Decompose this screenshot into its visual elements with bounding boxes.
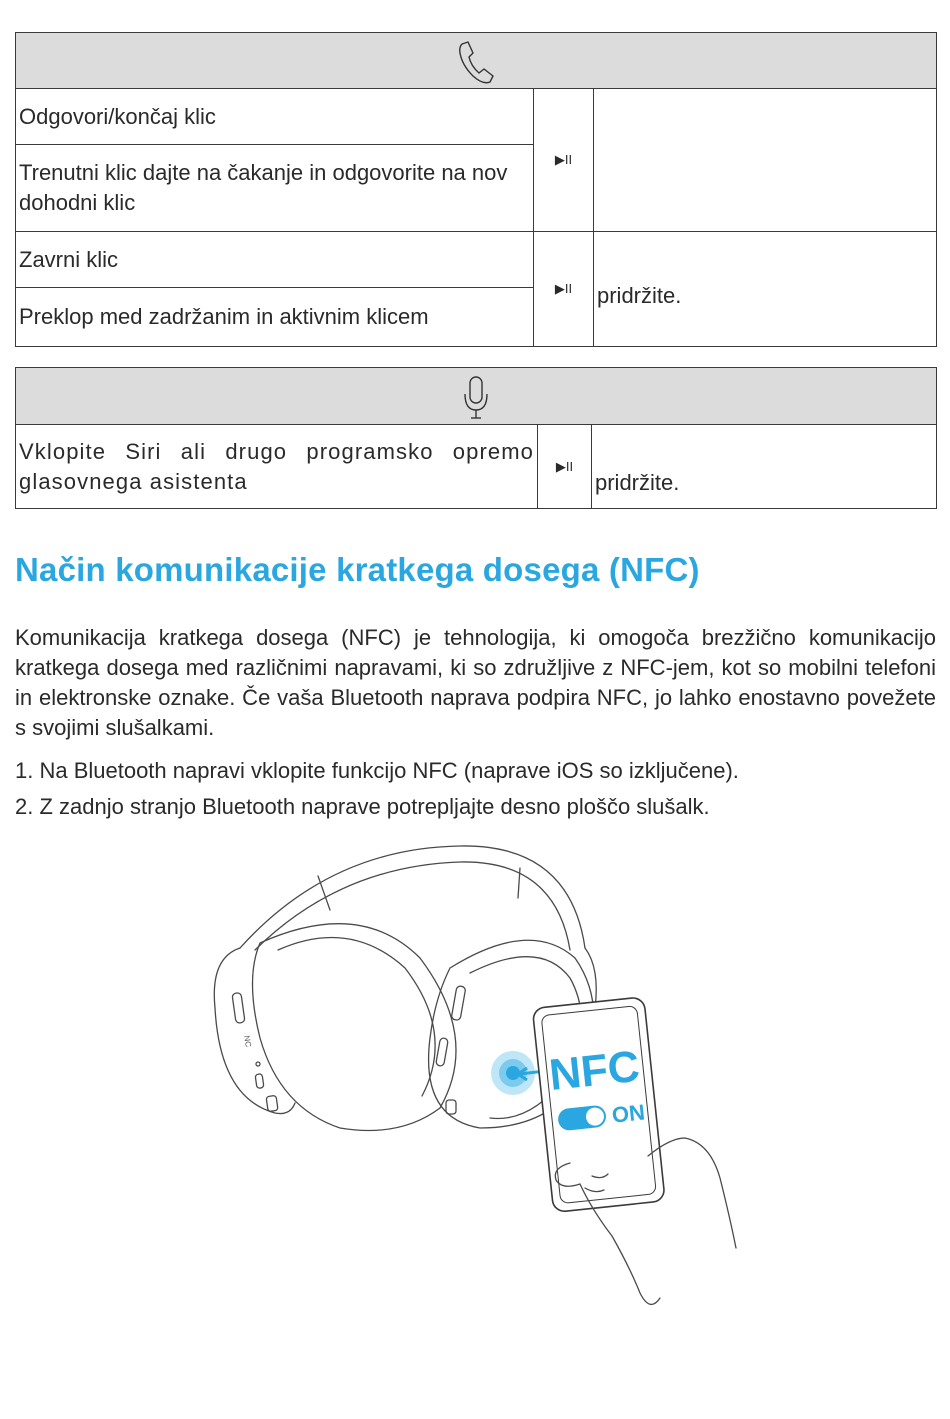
smartphone — [532, 997, 665, 1213]
play-pause-button-cell — [534, 232, 594, 347]
call-action-switch: Preklop med zadržanim in aktivnim klicem — [16, 288, 534, 347]
nfc-screen-label: NFC — [546, 1041, 642, 1100]
nfc-intro-paragraph: Komunikacija kratkega dosega (NFC) je tehnologija, ki omogoča brezžično komunikacijo kratkega dosega med različnimi napravami, ki so združljive z NFC-jem, kot so mobilni telefoni in elektronske oznake. Če vaša Bluetooth naprava podpira NFC, jo lahko enostavno povežete s svojimi slušalkami. — [15, 625, 936, 740]
voice-assistant-action: Vklopite Siri ali drugo programsko opremo glasovnega asistenta — [16, 425, 538, 509]
microphone-icon — [461, 374, 491, 422]
call-action-press — [594, 89, 937, 232]
on-label: ON — [610, 1099, 647, 1128]
voice-assistant-table — [15, 367, 937, 509]
left-earcup — [214, 948, 295, 1114]
call-action-hold-answer: Trenutni klic dajte na čakanje in odgovorite na nov dohodni klic — [16, 145, 534, 232]
call-table-header — [16, 33, 937, 89]
voice-table-header — [16, 368, 937, 425]
play-pause-icon: ▶II — [555, 458, 574, 474]
nc-button — [232, 992, 245, 1023]
call-action-hold: pridržite. — [594, 232, 937, 347]
nfc-section-title: Način komunikacije kratkega dosega (NFC) — [15, 551, 700, 588]
call-action-answer-end: Odgovori/končaj klic — [16, 89, 534, 145]
nfc-pairing-illustration — [200, 838, 760, 1308]
nc-label: NC — [242, 1034, 253, 1048]
play-pause-icon: ▶II — [554, 281, 573, 296]
headband — [240, 846, 585, 948]
play-pause-icon: ▶II — [554, 152, 573, 167]
nfc-step-1: 1. Na Bluetooth napravi vklopite funkcijo NFC (naprave iOS so izključene). — [15, 758, 739, 783]
call-action-reject: Zavrni klic — [16, 232, 534, 288]
phone-icon — [456, 39, 496, 85]
play-pause-button-cell — [538, 425, 592, 509]
call-controls-table — [15, 32, 937, 347]
play-pause-button-cell — [534, 89, 594, 232]
voice-action-hold: pridržite. — [592, 425, 937, 509]
nfc-step-2: 2. Z zadnjo stranjo Bluetooth naprave potrepljajte desno ploščo slušalk. — [15, 794, 710, 819]
